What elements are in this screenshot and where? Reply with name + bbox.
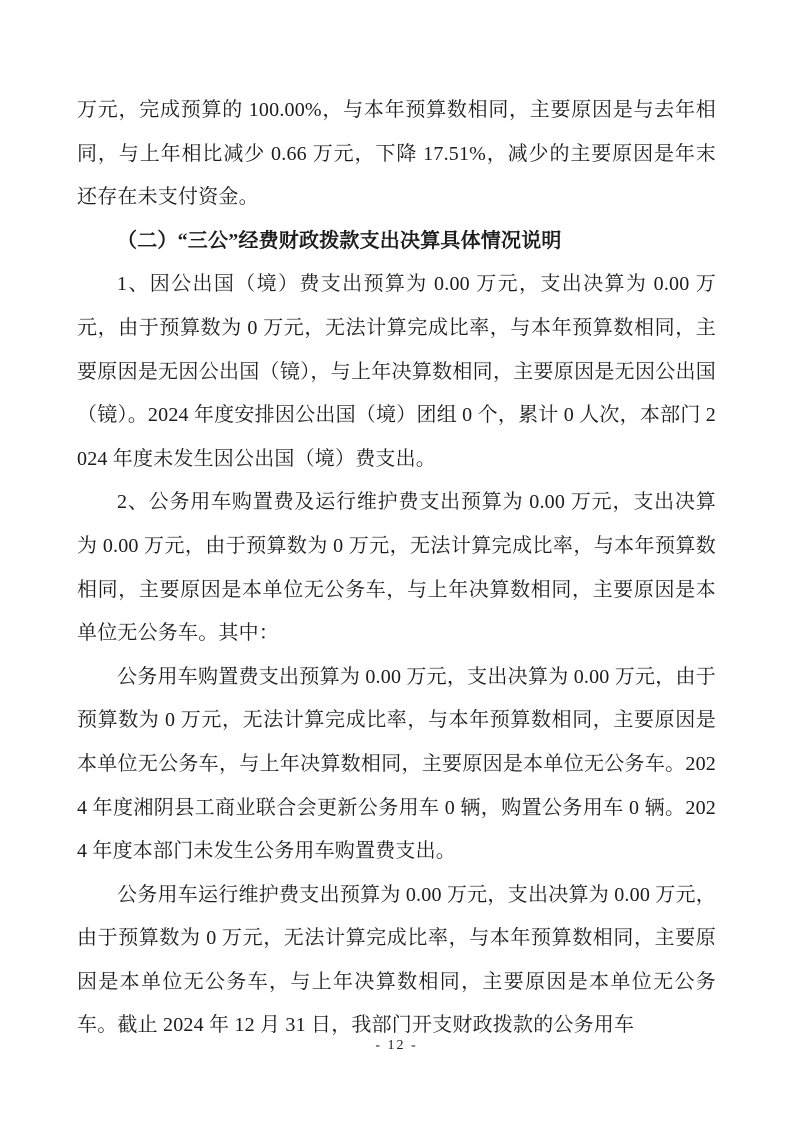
paragraph: 公务用车运行维护费支出预算为 0.00 万元，支出决算为 0.00 万元，由于预算数为 0 万元，无法计算完成比率，与本年预算数相同，主要原因是本单位无公务车，与上年决算数相同，主要原因是本单位无公务车。截止 2024 年 12 月 31 日，我部门开支财政拨款的公务用车 [77, 883, 716, 1037]
page-number: - 12 - [375, 1038, 418, 1053]
paragraph: 2、公务用车购置费及运行维护费支出预算为 0.00 万元，支出决算为 0.00 万元，由于预算数为 0 万元，无法计算完成比率，与本年预算数相同，主要原因是本单位无公务车，与上年决算数相同，主要原因是本单位无公务车。其中： [77, 491, 716, 645]
document-body [77, 89, 716, 1048]
section-heading: （二）“三公”经费财政拨款支出决算具体情况说明 [117, 229, 562, 252]
paragraph: 公务用车购置费支出预算为 0.00 万元，支出决算为 0.00 万元，由于预算数为 0 万元，无法计算完成比率，与本年预算数相同，主要原因是本单位无公务车，与上年决算数相同，主要原因是本单位无公务车。2024 年度湘阴县工商业联合会更新公务用车 0 辆，购置公务用车 0 辆。2024 年度本部门未发生公务用车购置费支出。 [77, 665, 716, 863]
paragraph: 1、因公出国（境）费支出预算为 0.00 万元，支出决算为 0.00 万元，由于预算数为 0 万元，无法计算完成比率，与本年预算数相同，主要原因是无因公出国（镜），与上年决算数相同，主要原因是无因公出国（镜）。2024 年度安排因公出国（境）团组 0 个，累计 0 人次，本部门 2024 年度未发生因公出国（境）费支出。 [77, 273, 716, 470]
paragraph: 万元，完成预算的 100.00%，与本年预算数相同，主要原因是与去年相同，与上年相比减少 0.66 万元，下降 17.51%，减少的主要原因是年末还存在未支付资金。 [77, 99, 716, 209]
